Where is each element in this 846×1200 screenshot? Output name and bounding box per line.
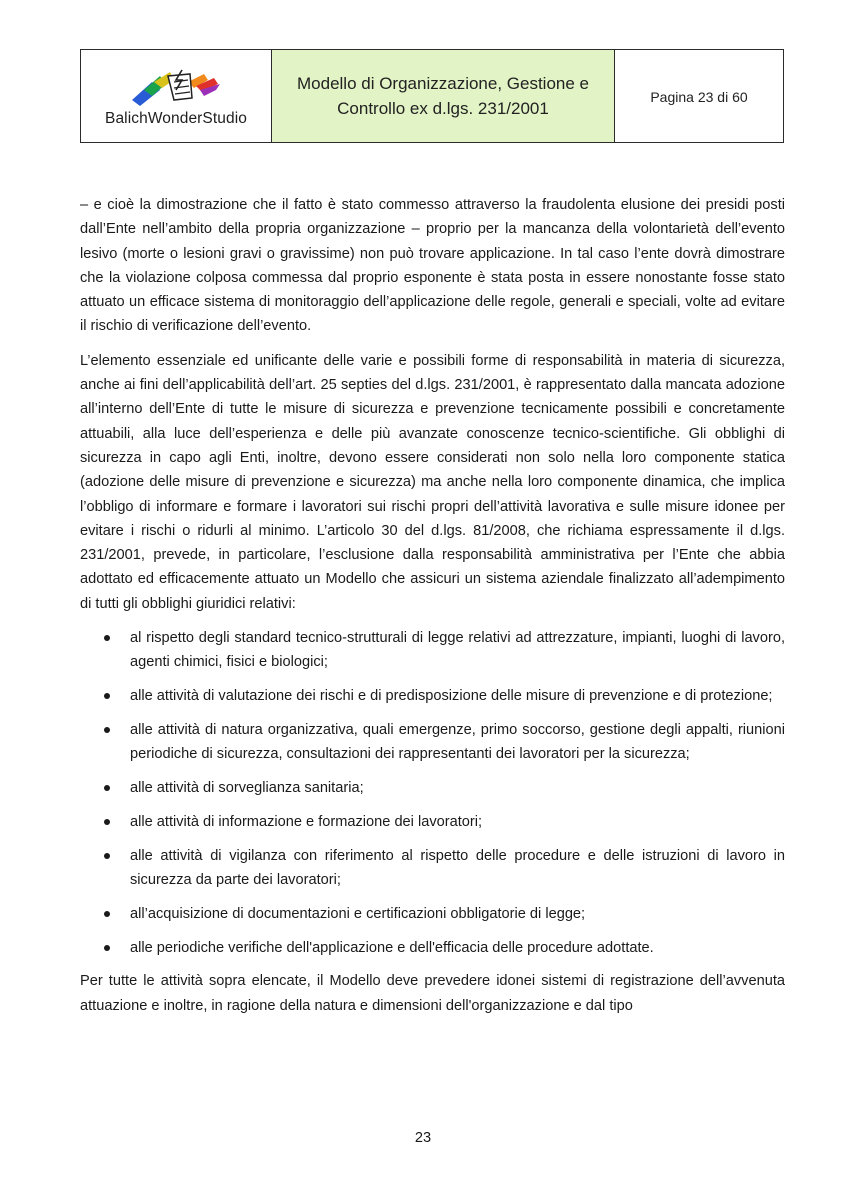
list-item xyxy=(80,684,785,708)
list-item-text: alle attività di vigilanza con riferimento al rispetto delle procedure e delle istruzioni di lavoro in sicurezza da parte dei lavoratori; xyxy=(130,847,785,888)
bullet-icon xyxy=(104,693,110,699)
list-item-text: alle periodiche verifiche dell'applicazione e dell'efficacia delle procedure adottate. xyxy=(130,939,654,956)
list-item xyxy=(80,844,785,893)
bullet-icon xyxy=(104,853,110,859)
paragraph-3: Per tutte le attività sopra elencate, il Modello deve prevedere idonei sistemi di registrazione dell’avvenuta attuazione e inoltre, in ragione della natura e dimensioni dell'organizzazione e dal tipo xyxy=(80,973,785,1014)
rainbow-hand-lightning-logo-icon xyxy=(130,68,222,108)
bullet-icon xyxy=(104,727,110,733)
paragraph-1: – e cioè la dimostrazione che il fatto è stato commesso attraverso la fraudolenta elusione dei presidi posti dall’Ente nell’ambito della propria organizzazione – proprio per la mancanza della volontarietà dell’evento lesivo (morte o lesioni gravi o gravissime) non può trovare applicazione. In tal caso l’ente dovrà dimostrare che la violazione colposa commessa dal proprio esponente è stata posta in essere nonostante fosse stato attuato un efficace sistema di monitoraggio dell’applicazione delle regole, generali e speciali, volte ad evitare il rischio di verificazione dell’evento. xyxy=(80,197,785,335)
list-item xyxy=(80,776,785,800)
bullet-icon xyxy=(104,819,110,825)
list-item xyxy=(80,902,785,926)
list-item-text: alle attività di valutazione dei rischi e di predisposizione delle misure di prevenzione e di protezione; xyxy=(130,688,773,705)
page-label: Pagina 23 di 60 xyxy=(650,89,748,105)
list-item-text: alle attività di natura organizzativa, quali emergenze, primo soccorso, gestione degli appalti, riunioni periodiche di sicurezza, consultazioni dei rappresentanti dei lavoratori per la sicurezza; xyxy=(130,721,785,763)
list-item-text: al rispetto degli standard tecnico-strutturali di legge relativi ad attrezzature, impianti, luoghi di lavoro, agenti chimici, fisici e biologici; xyxy=(130,630,785,671)
bullet-icon xyxy=(104,635,110,641)
paragraph-2: L’elemento essenziale ed unificante delle varie e possibili forme di responsabilità in materia di sicurezza, anche ai fini dell’applicabilità dell’art. 25 septies del d.lgs. 231/2001, è rappresentato dalla mancata adozione all’interno dell’Ente di tutte le misure di sicurezza e prevenzione tecnicamente possibili e concretamente attuabili, alla luce dell’esperienza e delle più avanzate conoscenze tecnico-scientifiche. Gli obblighi di sicurezza in capo agli Enti, inoltre, devono essere considerati non solo nella loro componente statica (adozione delle misure di prevenzione e sicurezza) ma anche nella loro componente dinamica, che implica l’obbligo di informare e formare i lavoratori sui rischi propri dell’attività lavorativa e sulle misure idonee per evitare i rischi o ridurli al minimo. L’articolo 30 del d.lgs. 81/2008, che richiama espressamente il d.lgs. 231/2001, prevede, in particolare, l’esclusione dalla responsabilità amministrativa per l’Ente che abbia adottato ed efficacemente attuato un Modello che assicuri un sistema aziendale finalizzato all’adempimento di tutti gli obblighi giuridici relativi: xyxy=(80,352,785,612)
bullet-icon xyxy=(104,911,110,917)
document-title: Modello di Organizzazione, Gestione e Controllo ex d.lgs. 231/2001 xyxy=(272,50,615,142)
list-item xyxy=(80,718,785,767)
obligations-list xyxy=(80,626,785,960)
document-body xyxy=(80,193,785,1028)
list-item-text: alle attività di sorveglianza sanitaria; xyxy=(130,780,364,797)
list-item xyxy=(80,936,785,960)
bullet-icon xyxy=(104,785,110,791)
bullet-icon xyxy=(104,945,110,951)
logo-cell xyxy=(81,50,272,142)
document-header xyxy=(80,49,784,143)
list-item-text: alle attività di informazione e formazione dei lavoratori; xyxy=(130,813,483,830)
list-item xyxy=(80,810,785,834)
logo-text: BalichWonderStudio xyxy=(105,110,247,127)
list-item xyxy=(80,626,785,675)
page-number: 23 xyxy=(414,1130,432,1146)
list-item-text: all’acquisizione di documentazioni e certificazioni obbligatorie di legge; xyxy=(130,905,586,922)
